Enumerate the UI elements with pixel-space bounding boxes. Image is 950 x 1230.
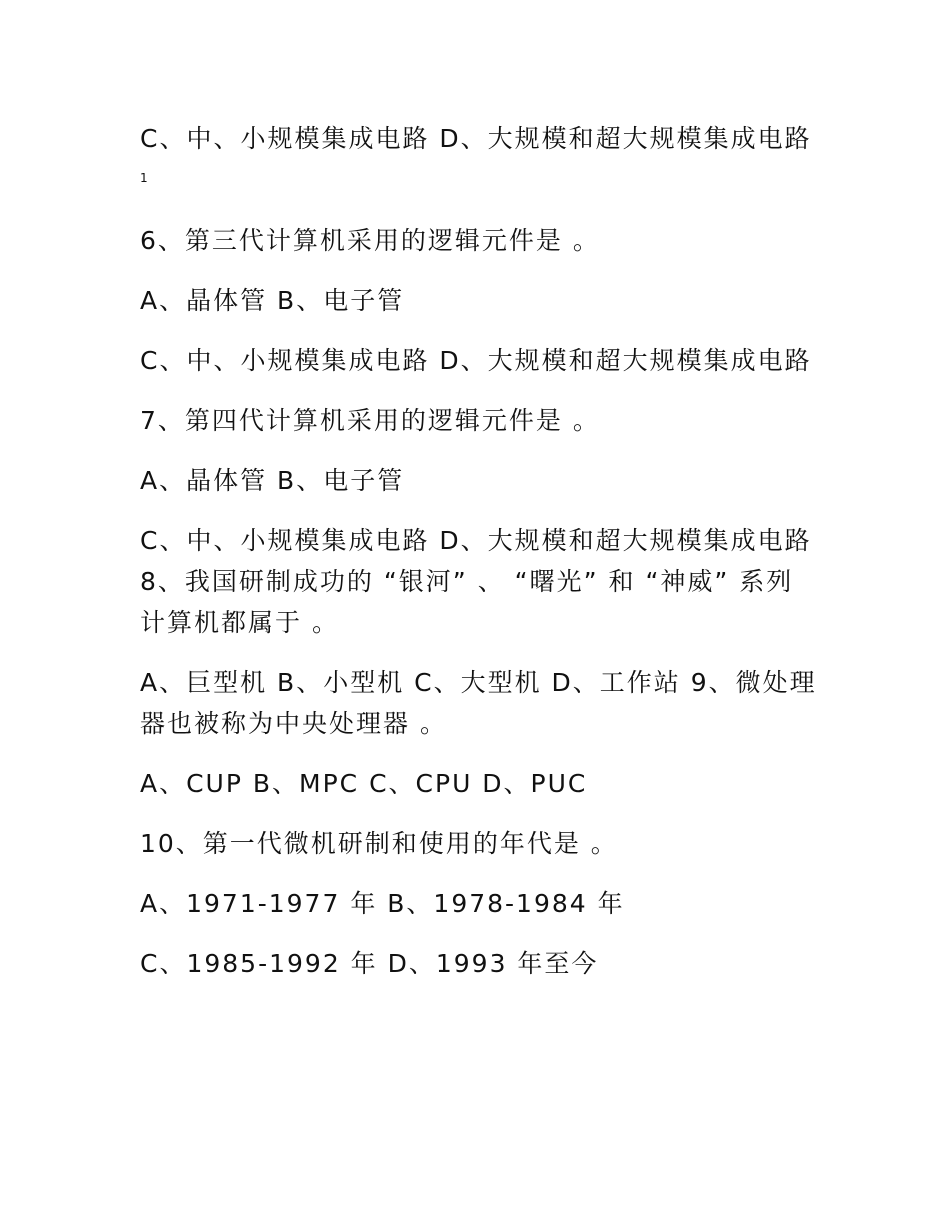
page-number: 1 [140,171,148,185]
question-6-options-cd: C、中、小规模集成电路 D、大规模和超大规模集成电路 [140,346,812,375]
question-9-options: A、CUP B、MPC C、CPU D、PUC [140,769,588,798]
question-8-options-and-question-9: A、巨型机 B、小型机 C、大型机 D、工作站 9、微处理器也被称为中央处理器 。 [140,668,817,738]
question-10-options-cd: C、1985-1992 年 D、1993 年至今 [140,949,599,978]
question-7-options-ab: A、晶体管 B、电子管 [140,466,405,495]
question-7-options-cd-and-question-8: C、中、小规模集成电路 D、大规模和超大规模集成电路 8、我国研制成功的 “银河” 、 “曙光” 和 “神威” 系列计算机都属于 。 [140,526,812,637]
answer-options-line: C、中、小规模集成电路 D、大规模和超大规模集成电路 [140,124,812,153]
document-body [140,118,820,1003]
question-10: 10、第一代微机研制和使用的年代是 。 [140,829,618,858]
question-7: 7、第四代计算机采用的逻辑元件是 。 [140,406,600,435]
question-6-options-ab: A、晶体管 B、电子管 [140,286,405,315]
question-6: 6、第三代计算机采用的逻辑元件是 。 [140,226,600,255]
question-10-options-ab: A、1971-1977 年 B、1978-1984 年 [140,889,625,918]
